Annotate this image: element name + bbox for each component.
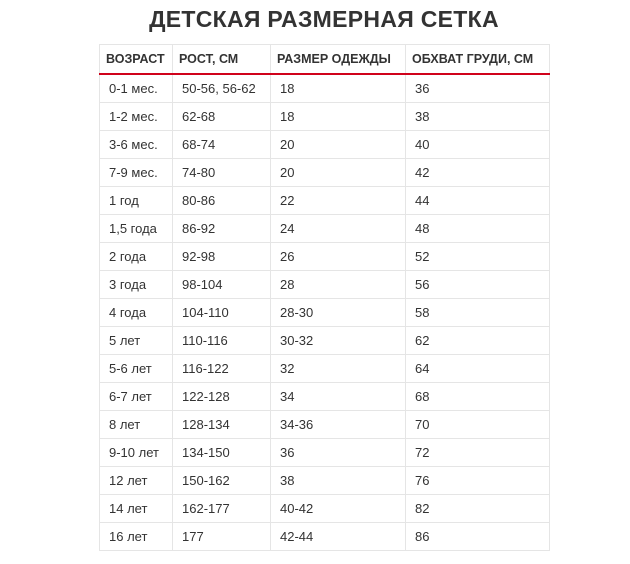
cell-clothing-size: 30-32 <box>271 327 406 355</box>
table-header <box>100 45 550 75</box>
cell-age: 3-6 мес. <box>100 131 173 159</box>
size-chart-table <box>99 44 550 551</box>
cell-chest: 56 <box>406 271 550 299</box>
cell-clothing-size: 32 <box>271 355 406 383</box>
cell-height: 104-110 <box>173 299 271 327</box>
table-row <box>100 327 550 355</box>
cell-age: 8 лет <box>100 411 173 439</box>
cell-height: 150-162 <box>173 467 271 495</box>
cell-height: 122-128 <box>173 383 271 411</box>
table-row <box>100 383 550 411</box>
cell-clothing-size: 28-30 <box>271 299 406 327</box>
cell-chest: 62 <box>406 327 550 355</box>
cell-clothing-size: 34 <box>271 383 406 411</box>
cell-height: 128-134 <box>173 411 271 439</box>
cell-age: 12 лет <box>100 467 173 495</box>
table-row <box>100 495 550 523</box>
cell-age: 14 лет <box>100 495 173 523</box>
cell-chest: 42 <box>406 159 550 187</box>
cell-clothing-size: 36 <box>271 439 406 467</box>
cell-age: 1-2 мес. <box>100 103 173 131</box>
cell-chest: 72 <box>406 439 550 467</box>
cell-height: 98-104 <box>173 271 271 299</box>
cell-height: 162-177 <box>173 495 271 523</box>
cell-chest: 68 <box>406 383 550 411</box>
header-age: ВОЗРАСТ <box>100 45 173 75</box>
table-row <box>100 523 550 551</box>
table-row <box>100 187 550 215</box>
cell-chest: 58 <box>406 299 550 327</box>
table-row <box>100 159 550 187</box>
cell-height: 116-122 <box>173 355 271 383</box>
header-height: РОСТ, СМ <box>173 45 271 75</box>
table-row <box>100 74 550 103</box>
cell-height: 86-92 <box>173 215 271 243</box>
cell-clothing-size: 18 <box>271 74 406 103</box>
table-row <box>100 411 550 439</box>
header-chest: ОБХВАТ ГРУДИ, СМ <box>406 45 550 75</box>
cell-clothing-size: 40-42 <box>271 495 406 523</box>
table-row <box>100 215 550 243</box>
cell-height: 74-80 <box>173 159 271 187</box>
cell-height: 177 <box>173 523 271 551</box>
cell-height: 80-86 <box>173 187 271 215</box>
cell-age: 9-10 лет <box>100 439 173 467</box>
cell-age: 2 года <box>100 243 173 271</box>
cell-chest: 48 <box>406 215 550 243</box>
cell-chest: 44 <box>406 187 550 215</box>
cell-clothing-size: 22 <box>271 187 406 215</box>
table-row <box>100 299 550 327</box>
cell-chest: 64 <box>406 355 550 383</box>
table-row <box>100 243 550 271</box>
cell-age: 6-7 лет <box>100 383 173 411</box>
cell-chest: 70 <box>406 411 550 439</box>
table-row <box>100 103 550 131</box>
cell-age: 1,5 года <box>100 215 173 243</box>
cell-clothing-size: 42-44 <box>271 523 406 551</box>
page-title: ДЕТСКАЯ РАЗМЕРНАЯ СЕТКА <box>149 6 499 32</box>
cell-clothing-size: 26 <box>271 243 406 271</box>
cell-height: 50-56, 56-62 <box>173 74 271 103</box>
table-row <box>100 355 550 383</box>
cell-clothing-size: 28 <box>271 271 406 299</box>
cell-clothing-size: 18 <box>271 103 406 131</box>
table-row <box>100 439 550 467</box>
cell-age: 16 лет <box>100 523 173 551</box>
cell-chest: 76 <box>406 467 550 495</box>
cell-clothing-size: 34-36 <box>271 411 406 439</box>
cell-chest: 36 <box>406 74 550 103</box>
cell-chest: 82 <box>406 495 550 523</box>
table-body <box>100 74 550 551</box>
cell-clothing-size: 20 <box>271 131 406 159</box>
cell-age: 7-9 мес. <box>100 159 173 187</box>
cell-chest: 52 <box>406 243 550 271</box>
cell-height: 92-98 <box>173 243 271 271</box>
table-row <box>100 131 550 159</box>
table-row <box>100 271 550 299</box>
cell-age: 5 лет <box>100 327 173 355</box>
cell-age: 0-1 мес. <box>100 74 173 103</box>
cell-height: 62-68 <box>173 103 271 131</box>
cell-clothing-size: 20 <box>271 159 406 187</box>
cell-height: 110-116 <box>173 327 271 355</box>
cell-age: 5-6 лет <box>100 355 173 383</box>
cell-age: 1 год <box>100 187 173 215</box>
cell-height: 68-74 <box>173 131 271 159</box>
cell-clothing-size: 38 <box>271 467 406 495</box>
cell-age: 3 года <box>100 271 173 299</box>
cell-age: 4 года <box>100 299 173 327</box>
cell-chest: 86 <box>406 523 550 551</box>
header-row <box>100 45 550 75</box>
header-clothing-size: РАЗМЕР ОДЕЖДЫ <box>271 45 406 75</box>
cell-chest: 38 <box>406 103 550 131</box>
table-row <box>100 467 550 495</box>
cell-clothing-size: 24 <box>271 215 406 243</box>
cell-chest: 40 <box>406 131 550 159</box>
cell-height: 134-150 <box>173 439 271 467</box>
